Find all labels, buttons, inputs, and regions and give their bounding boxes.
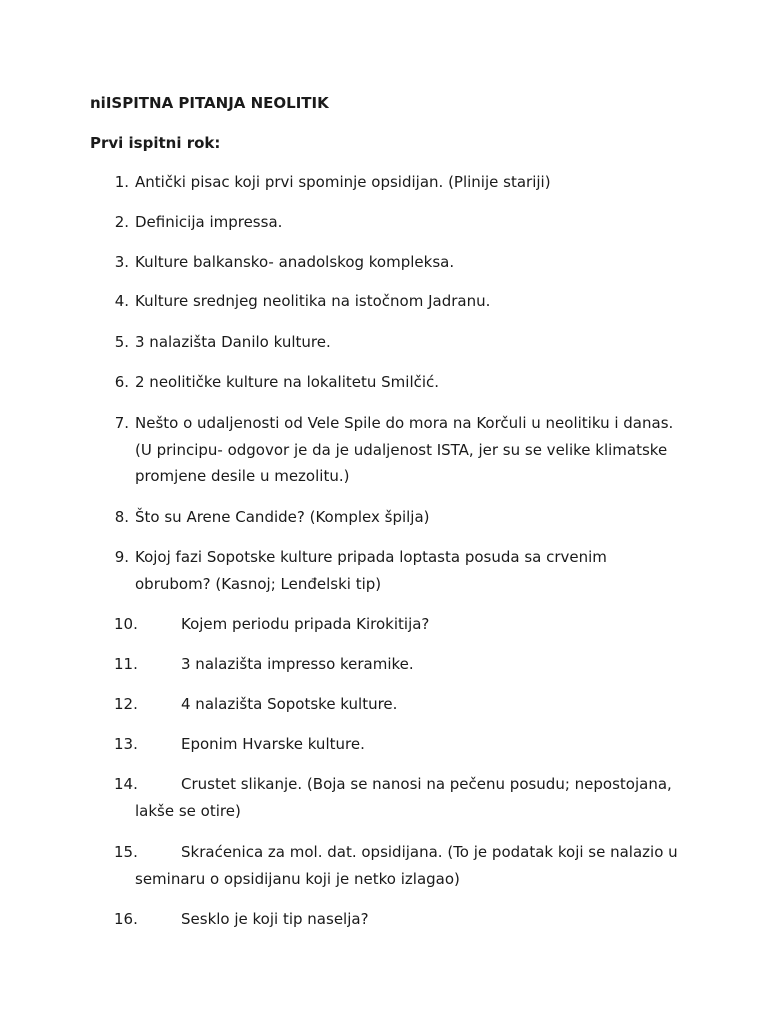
question-number: 8. [114, 508, 129, 526]
question-text: Kulture balkansko- anadolskog kompleksa. [135, 253, 455, 271]
question-number: 11. [114, 655, 138, 673]
document-title: niISPITNA PITANJA NEOLITIK [90, 94, 329, 112]
question-number: 16. [114, 910, 138, 928]
question-number: 7. [114, 414, 129, 432]
question-number: 6. [114, 373, 129, 391]
question-text: 4 nalazišta Sopotske kulture. [181, 695, 398, 713]
question-number: 13. [114, 735, 138, 753]
question-number: 1. [114, 173, 129, 191]
question-number: 5. [114, 333, 129, 351]
question-number: 15. [114, 843, 138, 861]
question-number: 3. [114, 253, 129, 271]
question-text: Eponim Hvarske kulture. [181, 735, 365, 753]
question-text: Kojoj fazi Sopotske kulture pripada loptasta posuda sa crvenim obrubom? (Kasnoj; Lenđelski tip) [135, 548, 607, 593]
question-text: Definicija impressa. [135, 213, 283, 231]
question-number: 12. [114, 695, 138, 713]
question-text: Kulture srednjeg neolitika na istočnom Jadranu. [135, 292, 491, 310]
question-number: 9. [114, 548, 129, 566]
question-text: Kojem periodu pripada Kirokitija? [181, 615, 430, 633]
question-number: 4. [114, 292, 129, 310]
question-text: Sesklo je koji tip naselja? [181, 910, 369, 928]
question-text: Crustet slikanje. (Boja se nanosi na pečenu posudu; nepostojana, lakše se otire) [135, 775, 672, 820]
document-subtitle: Prvi ispitni rok: [90, 134, 221, 152]
question-text: 3 nalazišta impresso keramike. [181, 655, 414, 673]
question-text: Antički pisac koji prvi spominje opsidijan. (Plinije stariji) [135, 173, 551, 191]
question-number: 10. [114, 615, 138, 633]
question-number: 2. [114, 213, 129, 231]
question-text: 3 nalazišta Danilo kulture. [135, 333, 331, 351]
question-text: Što su Arene Candide? (Komplex špilja) [135, 508, 430, 526]
question-text: Nešto o udaljenosti od Vele Spile do mora na Korčuli u neolitiku i danas. (U principu- odgovor je da je udaljenost ISTA, jer su se velike klimatske promjene desile u mezolitu.) [135, 414, 674, 485]
question-number: 14. [114, 775, 138, 793]
question-text: 2 neolitičke kulture na lokalitetu Smilčić. [135, 373, 440, 391]
question-text: Skraćenica za mol. dat. opsidijana. (To je podatak koji se nalazio u seminaru o opsidijanu koji je netko izlagao) [135, 843, 678, 888]
